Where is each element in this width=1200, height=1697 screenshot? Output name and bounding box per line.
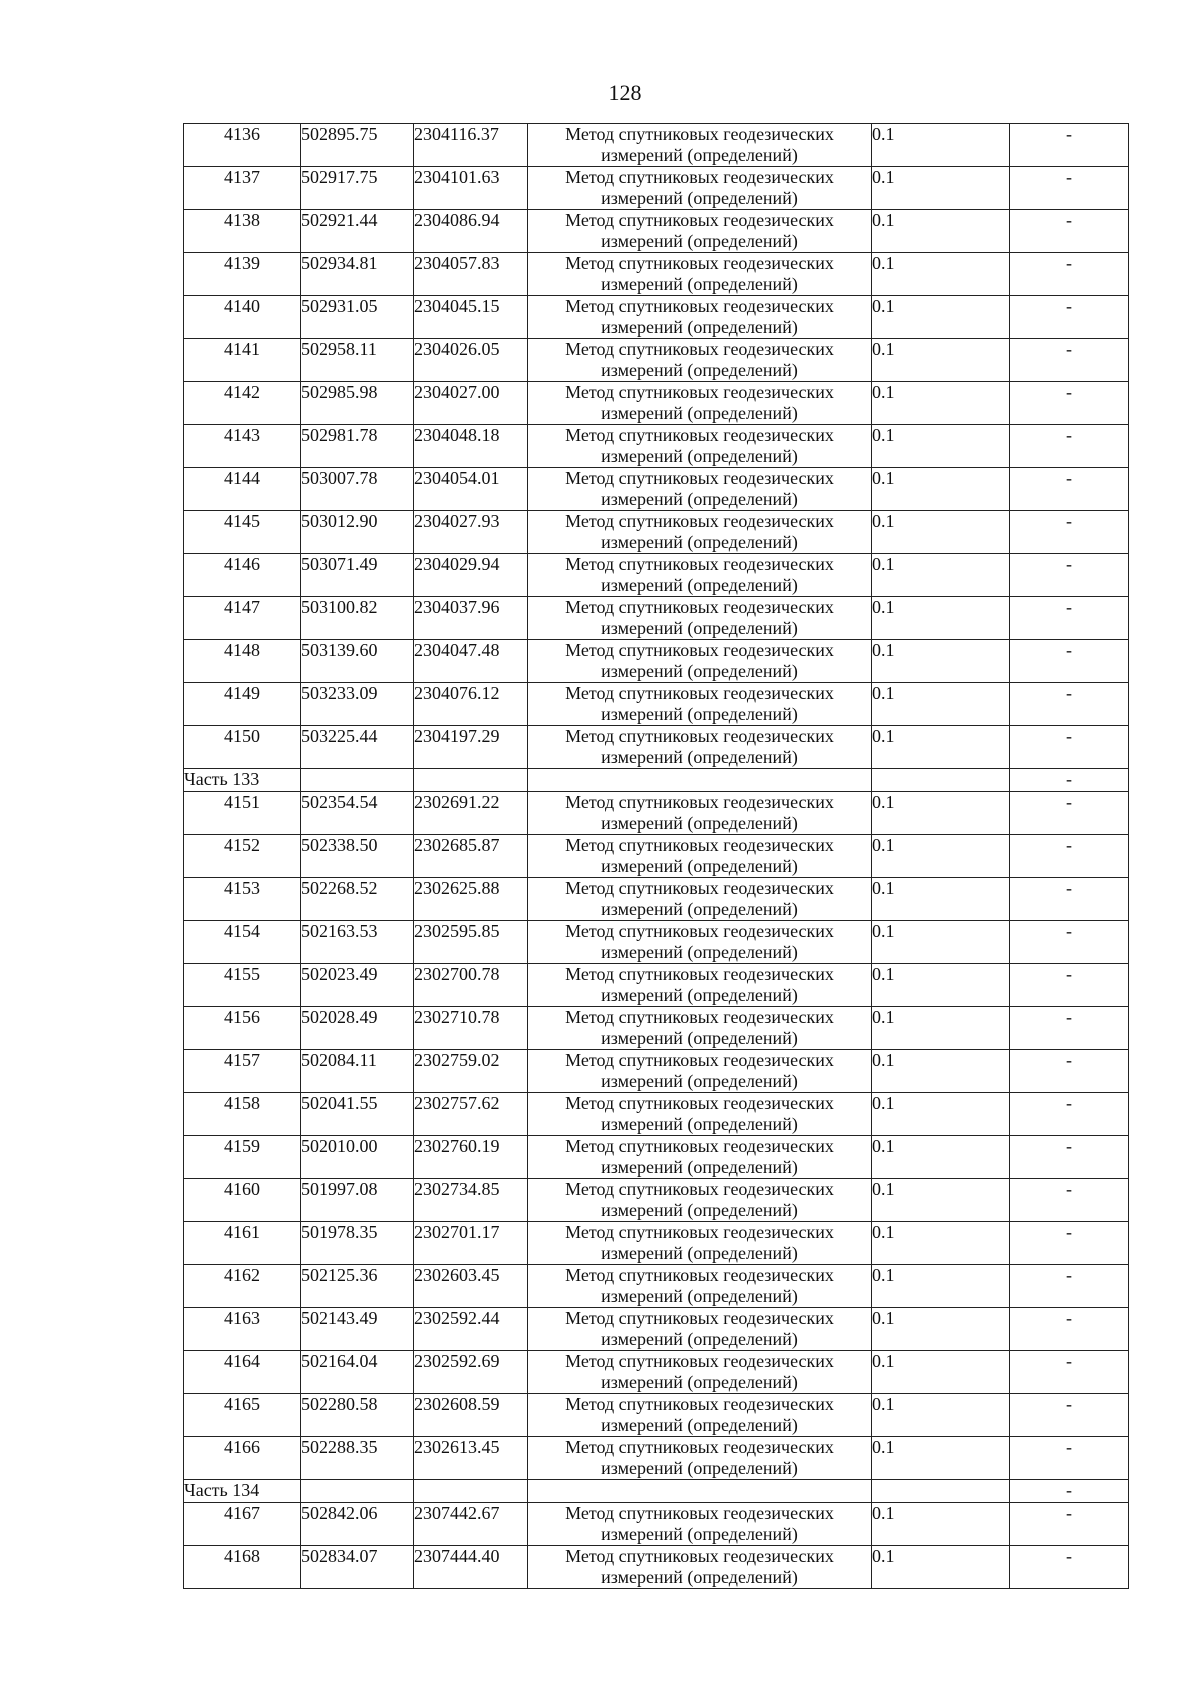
method-cell: Метод спутниковых геодезических измерений (определений)	[528, 1546, 872, 1589]
note-cell: -	[1010, 792, 1129, 835]
page-number: 128	[608, 80, 642, 105]
note-cell: -	[1010, 339, 1129, 382]
accuracy-cell: 0.1	[872, 1503, 1010, 1546]
note-cell: -	[1010, 1394, 1129, 1437]
method-cell: Метод спутниковых геодезических измерений (определений)	[528, 1503, 872, 1546]
table-row	[184, 124, 1129, 167]
accuracy-cell: 0.1	[872, 1050, 1010, 1093]
y-coordinate-cell: 2304076.12	[414, 683, 528, 726]
x-coordinate-cell: 502895.75	[301, 124, 414, 167]
accuracy-cell: 0.1	[872, 296, 1010, 339]
y-coordinate-cell: 2302613.45	[414, 1437, 528, 1480]
y-coordinate-cell: 2302608.59	[414, 1394, 528, 1437]
accuracy-cell: 0.1	[872, 1351, 1010, 1394]
point-number-cell: 4144	[184, 468, 301, 511]
method-cell: Метод спутниковых геодезических измерений (определений)	[528, 683, 872, 726]
note-cell: -	[1010, 597, 1129, 640]
point-number-cell: 4166	[184, 1437, 301, 1480]
method-cell: Метод спутниковых геодезических измерений (определений)	[528, 1437, 872, 1480]
y-coordinate-cell: 2304048.18	[414, 425, 528, 468]
y-coordinate-cell: 2302685.87	[414, 835, 528, 878]
y-coordinate-cell: 2302691.22	[414, 792, 528, 835]
point-number-cell: 4159	[184, 1136, 301, 1179]
accuracy-cell: 0.1	[872, 964, 1010, 1007]
table-row	[184, 878, 1129, 921]
note-cell: -	[1010, 167, 1129, 210]
point-number-cell: 4146	[184, 554, 301, 597]
method-cell: Метод спутниковых геодезических измерений (определений)	[528, 640, 872, 683]
x-coordinate-cell: 502981.78	[301, 425, 414, 468]
note-cell: -	[1010, 1007, 1129, 1050]
x-coordinate-cell: 502985.98	[301, 382, 414, 425]
table-row	[184, 597, 1129, 640]
method-cell: Метод спутниковых геодезических измерений (определений)	[528, 921, 872, 964]
x-coordinate-cell: 501997.08	[301, 1179, 414, 1222]
accuracy-cell: 0.1	[872, 468, 1010, 511]
method-cell: Метод спутниковых геодезических измерений (определений)	[528, 1179, 872, 1222]
empty-cell	[872, 1480, 1010, 1503]
x-coordinate-cell: 502125.36	[301, 1265, 414, 1308]
y-coordinate-cell: 2304054.01	[414, 468, 528, 511]
accuracy-cell: 0.1	[872, 1265, 1010, 1308]
accuracy-cell: 0.1	[872, 253, 1010, 296]
point-number-cell: 4160	[184, 1179, 301, 1222]
note-cell: -	[1010, 921, 1129, 964]
point-number-cell: 4143	[184, 425, 301, 468]
accuracy-cell: 0.1	[872, 210, 1010, 253]
table-row	[184, 1503, 1129, 1546]
y-coordinate-cell: 2304057.83	[414, 253, 528, 296]
point-number-cell: 4139	[184, 253, 301, 296]
x-coordinate-cell: 503071.49	[301, 554, 414, 597]
method-cell: Метод спутниковых геодезических измерений (определений)	[528, 511, 872, 554]
point-number-cell: 4153	[184, 878, 301, 921]
note-cell: -	[1010, 511, 1129, 554]
method-cell: Метод спутниковых геодезических измерений (определений)	[528, 210, 872, 253]
table-row	[184, 253, 1129, 296]
y-coordinate-cell: 2304045.15	[414, 296, 528, 339]
point-number-cell: 4149	[184, 683, 301, 726]
accuracy-cell: 0.1	[872, 597, 1010, 640]
y-coordinate-cell: 2302700.78	[414, 964, 528, 1007]
method-cell: Метод спутниковых геодезических измерений (определений)	[528, 468, 872, 511]
empty-cell	[301, 769, 414, 792]
table-row	[184, 640, 1129, 683]
point-number-cell: 4165	[184, 1394, 301, 1437]
y-coordinate-cell: 2304037.96	[414, 597, 528, 640]
x-coordinate-cell: 502164.04	[301, 1351, 414, 1394]
part-header-row	[184, 769, 1129, 792]
method-cell: Метод спутниковых геодезических измерений (определений)	[528, 296, 872, 339]
method-cell: Метод спутниковых геодезических измерений (определений)	[528, 382, 872, 425]
x-coordinate-cell: 503139.60	[301, 640, 414, 683]
table-row	[184, 835, 1129, 878]
coordinates-table	[183, 123, 1129, 1589]
part-header-row	[184, 1480, 1129, 1503]
x-coordinate-cell: 502143.49	[301, 1308, 414, 1351]
y-coordinate-cell: 2307444.40	[414, 1546, 528, 1589]
note-cell: -	[1010, 554, 1129, 597]
table-row	[184, 425, 1129, 468]
x-coordinate-cell: 502934.81	[301, 253, 414, 296]
note-cell: -	[1010, 1136, 1129, 1179]
note-cell: -	[1010, 1050, 1129, 1093]
table-row	[184, 167, 1129, 210]
y-coordinate-cell: 2302710.78	[414, 1007, 528, 1050]
accuracy-cell: 0.1	[872, 1394, 1010, 1437]
method-cell: Метод спутниковых геодезических измерений (определений)	[528, 1351, 872, 1394]
accuracy-cell: 0.1	[872, 1093, 1010, 1136]
method-cell: Метод спутниковых геодезических измерений (определений)	[528, 1093, 872, 1136]
table-row	[184, 1265, 1129, 1308]
method-cell: Метод спутниковых геодезических измерений (определений)	[528, 1222, 872, 1265]
y-coordinate-cell: 2302625.88	[414, 878, 528, 921]
table-row	[184, 468, 1129, 511]
point-number-cell: 4142	[184, 382, 301, 425]
note-cell: -	[1010, 1437, 1129, 1480]
point-number-cell: 4155	[184, 964, 301, 1007]
table-row	[184, 683, 1129, 726]
accuracy-cell: 0.1	[872, 1546, 1010, 1589]
table-row	[184, 726, 1129, 769]
point-number-cell: 4152	[184, 835, 301, 878]
method-cell: Метод спутниковых геодезических измерений (определений)	[528, 1050, 872, 1093]
accuracy-cell: 0.1	[872, 1179, 1010, 1222]
method-cell: Метод спутниковых геодезических измерений (определений)	[528, 835, 872, 878]
x-coordinate-cell: 503100.82	[301, 597, 414, 640]
note-cell: -	[1010, 964, 1129, 1007]
table-row	[184, 382, 1129, 425]
point-number-cell: 4163	[184, 1308, 301, 1351]
note-cell: -	[1010, 835, 1129, 878]
y-coordinate-cell: 2302759.02	[414, 1050, 528, 1093]
y-coordinate-cell: 2304086.94	[414, 210, 528, 253]
method-cell: Метод спутниковых геодезических измерений (определений)	[528, 253, 872, 296]
accuracy-cell: 0.1	[872, 640, 1010, 683]
x-coordinate-cell: 502338.50	[301, 835, 414, 878]
accuracy-cell: 0.1	[872, 554, 1010, 597]
accuracy-cell: 0.1	[872, 382, 1010, 425]
accuracy-cell: 0.1	[872, 683, 1010, 726]
method-cell: Метод спутниковых геодезических измерений (определений)	[528, 1265, 872, 1308]
y-coordinate-cell: 2304101.63	[414, 167, 528, 210]
part-label: Часть 134	[184, 1480, 301, 1503]
accuracy-cell: 0.1	[872, 1308, 1010, 1351]
method-cell: Метод спутниковых геодезических измерений (определений)	[528, 339, 872, 382]
x-coordinate-cell: 502010.00	[301, 1136, 414, 1179]
method-cell: Метод спутниковых геодезических измерений (определений)	[528, 554, 872, 597]
x-coordinate-cell: 503233.09	[301, 683, 414, 726]
table-row	[184, 1179, 1129, 1222]
x-coordinate-cell: 501978.35	[301, 1222, 414, 1265]
point-number-cell: 4156	[184, 1007, 301, 1050]
empty-cell	[528, 1480, 872, 1503]
y-coordinate-cell: 2304047.48	[414, 640, 528, 683]
point-number-cell: 4154	[184, 921, 301, 964]
table-row	[184, 1351, 1129, 1394]
y-coordinate-cell: 2302734.85	[414, 1179, 528, 1222]
empty-cell	[414, 1480, 528, 1503]
y-coordinate-cell: 2304029.94	[414, 554, 528, 597]
table-row	[184, 339, 1129, 382]
point-number-cell: 4147	[184, 597, 301, 640]
x-coordinate-cell: 502268.52	[301, 878, 414, 921]
y-coordinate-cell: 2304027.00	[414, 382, 528, 425]
note-cell: -	[1010, 1480, 1129, 1503]
accuracy-cell: 0.1	[872, 792, 1010, 835]
y-coordinate-cell: 2304197.29	[414, 726, 528, 769]
method-cell: Метод спутниковых геодезических измерений (определений)	[528, 1308, 872, 1351]
accuracy-cell: 0.1	[872, 835, 1010, 878]
x-coordinate-cell: 502041.55	[301, 1093, 414, 1136]
table-row	[184, 1136, 1129, 1179]
accuracy-cell: 0.1	[872, 167, 1010, 210]
method-cell: Метод спутниковых геодезических измерений (определений)	[528, 964, 872, 1007]
point-number-cell: 4157	[184, 1050, 301, 1093]
table-row	[184, 1093, 1129, 1136]
point-number-cell: 4150	[184, 726, 301, 769]
accuracy-cell: 0.1	[872, 921, 1010, 964]
table-row	[184, 1007, 1129, 1050]
method-cell: Метод спутниковых геодезических измерений (определений)	[528, 124, 872, 167]
note-cell: -	[1010, 683, 1129, 726]
point-number-cell: 4138	[184, 210, 301, 253]
note-cell: -	[1010, 1308, 1129, 1351]
table-row	[184, 921, 1129, 964]
y-coordinate-cell: 2307442.67	[414, 1503, 528, 1546]
point-number-cell: 4151	[184, 792, 301, 835]
part-label: Часть 133	[184, 769, 301, 792]
table-row	[184, 1308, 1129, 1351]
table-row	[184, 210, 1129, 253]
empty-cell	[872, 769, 1010, 792]
y-coordinate-cell: 2302592.44	[414, 1308, 528, 1351]
x-coordinate-cell: 502917.75	[301, 167, 414, 210]
y-coordinate-cell: 2302603.45	[414, 1265, 528, 1308]
point-number-cell: 4168	[184, 1546, 301, 1589]
table-row	[184, 964, 1129, 1007]
accuracy-cell: 0.1	[872, 425, 1010, 468]
point-number-cell: 4161	[184, 1222, 301, 1265]
accuracy-cell: 0.1	[872, 511, 1010, 554]
point-number-cell: 4148	[184, 640, 301, 683]
note-cell: -	[1010, 253, 1129, 296]
empty-cell	[528, 769, 872, 792]
accuracy-cell: 0.1	[872, 124, 1010, 167]
note-cell: -	[1010, 425, 1129, 468]
x-coordinate-cell: 502931.05	[301, 296, 414, 339]
method-cell: Метод спутниковых геодезических измерений (определений)	[528, 1007, 872, 1050]
note-cell: -	[1010, 1503, 1129, 1546]
accuracy-cell: 0.1	[872, 878, 1010, 921]
table-row	[184, 1437, 1129, 1480]
method-cell: Метод спутниковых геодезических измерений (определений)	[528, 878, 872, 921]
note-cell: -	[1010, 1093, 1129, 1136]
y-coordinate-cell: 2304026.05	[414, 339, 528, 382]
note-cell: -	[1010, 640, 1129, 683]
note-cell: -	[1010, 769, 1129, 792]
x-coordinate-cell: 502084.11	[301, 1050, 414, 1093]
point-number-cell: 4167	[184, 1503, 301, 1546]
y-coordinate-cell: 2302701.17	[414, 1222, 528, 1265]
accuracy-cell: 0.1	[872, 1007, 1010, 1050]
y-coordinate-cell: 2304027.93	[414, 511, 528, 554]
x-coordinate-cell: 502834.07	[301, 1546, 414, 1589]
x-coordinate-cell: 502354.54	[301, 792, 414, 835]
accuracy-cell: 0.1	[872, 339, 1010, 382]
coordinates-table-body	[184, 124, 1129, 1589]
table-row	[184, 1394, 1129, 1437]
note-cell: -	[1010, 468, 1129, 511]
x-coordinate-cell: 503225.44	[301, 726, 414, 769]
note-cell: -	[1010, 296, 1129, 339]
y-coordinate-cell: 2302592.69	[414, 1351, 528, 1394]
y-coordinate-cell: 2302760.19	[414, 1136, 528, 1179]
note-cell: -	[1010, 1351, 1129, 1394]
table-row	[184, 1546, 1129, 1589]
method-cell: Метод спутниковых геодезических измерений (определений)	[528, 167, 872, 210]
x-coordinate-cell: 502921.44	[301, 210, 414, 253]
point-number-cell: 4164	[184, 1351, 301, 1394]
note-cell: -	[1010, 1546, 1129, 1589]
point-number-cell: 4140	[184, 296, 301, 339]
note-cell: -	[1010, 878, 1129, 921]
point-number-cell: 4158	[184, 1093, 301, 1136]
x-coordinate-cell: 503007.78	[301, 468, 414, 511]
accuracy-cell: 0.1	[872, 1437, 1010, 1480]
table-row	[184, 296, 1129, 339]
table-row	[184, 792, 1129, 835]
note-cell: -	[1010, 124, 1129, 167]
note-cell: -	[1010, 726, 1129, 769]
method-cell: Метод спутниковых геодезических измерений (определений)	[528, 1394, 872, 1437]
x-coordinate-cell: 502288.35	[301, 1437, 414, 1480]
point-number-cell: 4141	[184, 339, 301, 382]
method-cell: Метод спутниковых геодезических измерений (определений)	[528, 1136, 872, 1179]
y-coordinate-cell: 2302757.62	[414, 1093, 528, 1136]
note-cell: -	[1010, 382, 1129, 425]
x-coordinate-cell: 503012.90	[301, 511, 414, 554]
method-cell: Метод спутниковых геодезических измерений (определений)	[528, 726, 872, 769]
y-coordinate-cell: 2304116.37	[414, 124, 528, 167]
table-row	[184, 511, 1129, 554]
accuracy-cell: 0.1	[872, 1136, 1010, 1179]
x-coordinate-cell: 502023.49	[301, 964, 414, 1007]
x-coordinate-cell: 502028.49	[301, 1007, 414, 1050]
point-number-cell: 4162	[184, 1265, 301, 1308]
method-cell: Метод спутниковых геодезических измерений (определений)	[528, 597, 872, 640]
table-row	[184, 1222, 1129, 1265]
y-coordinate-cell: 2302595.85	[414, 921, 528, 964]
accuracy-cell: 0.1	[872, 1222, 1010, 1265]
empty-cell	[301, 1480, 414, 1503]
x-coordinate-cell: 502958.11	[301, 339, 414, 382]
method-cell: Метод спутниковых геодезических измерений (определений)	[528, 792, 872, 835]
note-cell: -	[1010, 1222, 1129, 1265]
note-cell: -	[1010, 1265, 1129, 1308]
point-number-cell: 4136	[184, 124, 301, 167]
point-number-cell: 4145	[184, 511, 301, 554]
x-coordinate-cell: 502163.53	[301, 921, 414, 964]
note-cell: -	[1010, 1179, 1129, 1222]
accuracy-cell: 0.1	[872, 726, 1010, 769]
method-cell: Метод спутниковых геодезических измерений (определений)	[528, 425, 872, 468]
point-number-cell: 4137	[184, 167, 301, 210]
table-row	[184, 554, 1129, 597]
note-cell: -	[1010, 210, 1129, 253]
table-row	[184, 1050, 1129, 1093]
x-coordinate-cell: 502280.58	[301, 1394, 414, 1437]
empty-cell	[414, 769, 528, 792]
x-coordinate-cell: 502842.06	[301, 1503, 414, 1546]
